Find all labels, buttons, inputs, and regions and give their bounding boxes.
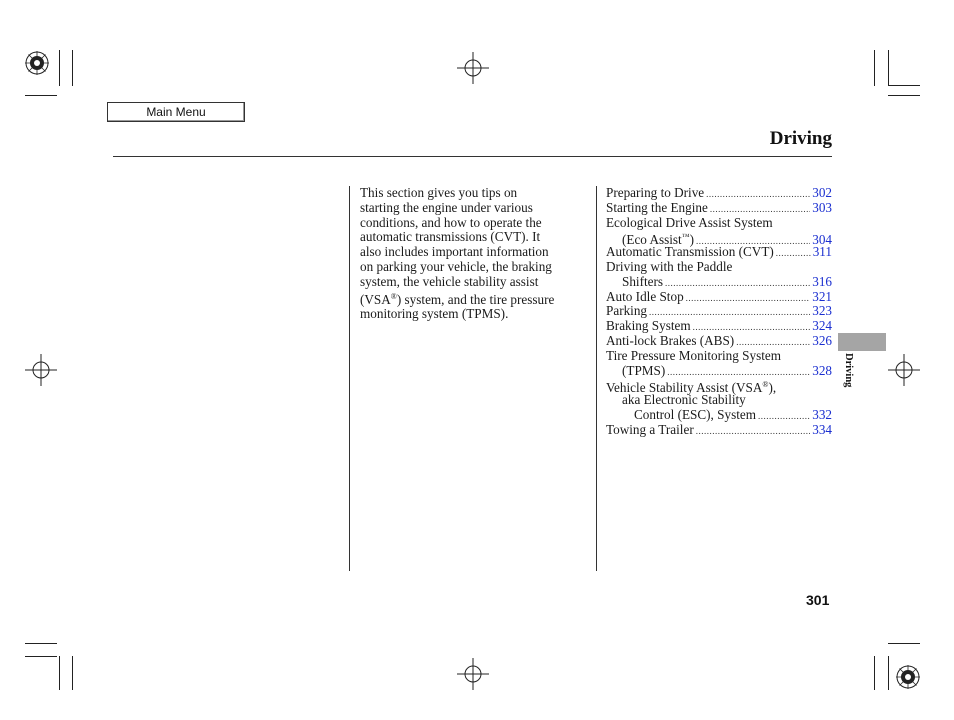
toc-item-continued[interactable]: [606, 364, 832, 379]
crosshair-icon: [888, 354, 920, 386]
toc-label: Ecological Drive Assist System: [606, 214, 773, 230]
column-divider-left: [349, 186, 350, 571]
toc-label: Tire Pressure Monitoring System: [606, 347, 781, 363]
intro-text: ) system, and the tire pressure: [396, 291, 555, 307]
registered-mark: ®: [762, 380, 769, 390]
toc-label: Shifters: [622, 273, 664, 289]
registration-target-icon: [24, 50, 50, 76]
toc-page-link[interactable]: 321: [812, 288, 832, 304]
toc-label: Control (ESC), System: [634, 406, 756, 422]
toc-label: Driving with the Paddle: [606, 258, 733, 274]
intro-line: also includes important information: [360, 244, 549, 260]
toc-label: Anti-lock Brakes (ABS): [606, 332, 735, 348]
intro-line: on parking your vehicle, the braking: [360, 258, 552, 274]
intro-line: conditions, and how to operate the: [360, 214, 542, 230]
toc-item-continued[interactable]: [606, 275, 832, 290]
toc-item[interactable]: [606, 260, 832, 275]
column-divider-right: [596, 186, 597, 571]
leader-dots: [776, 246, 811, 261]
crosshair-icon: [457, 658, 489, 690]
toc-item[interactable]: [606, 290, 832, 305]
leader-dots: [758, 409, 810, 424]
registered-mark: ®: [390, 291, 397, 301]
toc-item[interactable]: [606, 349, 832, 364]
toc-label: Towing a Trailer: [606, 421, 694, 437]
page-title: Driving: [769, 128, 832, 149]
toc-label-part: ): [689, 232, 694, 248]
toc-page-link[interactable]: 302: [812, 185, 832, 200]
toc-item[interactable]: [606, 423, 832, 438]
registration-target-icon: [895, 664, 921, 690]
toc-item[interactable]: [606, 201, 832, 216]
crosshair-icon: [457, 52, 489, 84]
toc-page-link[interactable]: 332: [812, 406, 832, 422]
toc-item[interactable]: [606, 378, 832, 396]
intro-line: starting the engine under various: [360, 199, 533, 215]
toc-label: aka Electronic Stability: [622, 392, 746, 408]
toc-page-link[interactable]: 323: [812, 303, 832, 319]
toc-item[interactable]: [606, 186, 832, 201]
toc-label: Automatic Transmission (CVT): [606, 244, 774, 260]
toc-item[interactable]: [606, 319, 832, 334]
intro-line: monitoring system (TPMS).: [360, 306, 509, 322]
title-divider: [113, 156, 832, 157]
intro-text: (VSA: [360, 291, 391, 307]
intro-line: system, the vehicle stability assist: [360, 273, 539, 289]
toc-item-continued[interactable]: [606, 393, 832, 408]
toc-item[interactable]: [606, 304, 832, 319]
toc-label-part: Vehicle Stability Assist (VSA: [606, 380, 763, 396]
leader-dots: [665, 276, 810, 291]
main-menu-button[interactable]: Main Menu: [107, 102, 245, 122]
toc-item[interactable]: [606, 216, 832, 231]
toc-item-continued[interactable]: [606, 408, 832, 423]
toc-page-link[interactable]: 303: [812, 199, 832, 215]
toc-page-link[interactable]: 316: [812, 273, 832, 289]
intro-line: This section gives you tips on: [360, 185, 518, 200]
leader-dots: [667, 365, 810, 380]
toc-page-link[interactable]: 328: [812, 362, 832, 378]
toc-label-part: (Eco Assist: [622, 232, 682, 248]
leader-dots: [696, 424, 810, 439]
crosshair-icon: [25, 354, 57, 386]
toc-page-link[interactable]: 334: [812, 421, 832, 437]
toc-label: Braking System: [606, 318, 691, 334]
toc-label: (TPMS): [622, 362, 666, 378]
section-tab-marker: [838, 333, 886, 351]
toc-item-continued[interactable]: [606, 230, 832, 248]
toc-label: Preparing to Drive: [606, 185, 705, 200]
leader-dots: [686, 291, 811, 306]
toc-list: [606, 186, 832, 438]
toc-label: Auto Idle Stop: [606, 288, 684, 304]
toc-page-link[interactable]: 326: [812, 332, 832, 348]
intro-line: automatic transmissions (CVT). It: [360, 229, 541, 245]
toc-page-link[interactable]: 324: [812, 318, 832, 334]
toc-page-link[interactable]: 311: [812, 244, 832, 260]
leader-dots: [706, 187, 810, 202]
toc-label-part: ),: [768, 380, 777, 396]
section-side-label: Driving: [843, 353, 854, 388]
toc-label: Parking: [606, 303, 648, 319]
toc-label: Starting the Engine: [606, 199, 708, 215]
toc-item[interactable]: [606, 334, 832, 349]
page-number: 301: [806, 592, 830, 608]
intro-paragraph: [360, 186, 590, 322]
toc-page-link[interactable]: 304: [812, 232, 832, 248]
trademark-mark: ™: [681, 232, 690, 242]
intro-line: [360, 290, 590, 308]
toc-item[interactable]: [606, 245, 832, 260]
